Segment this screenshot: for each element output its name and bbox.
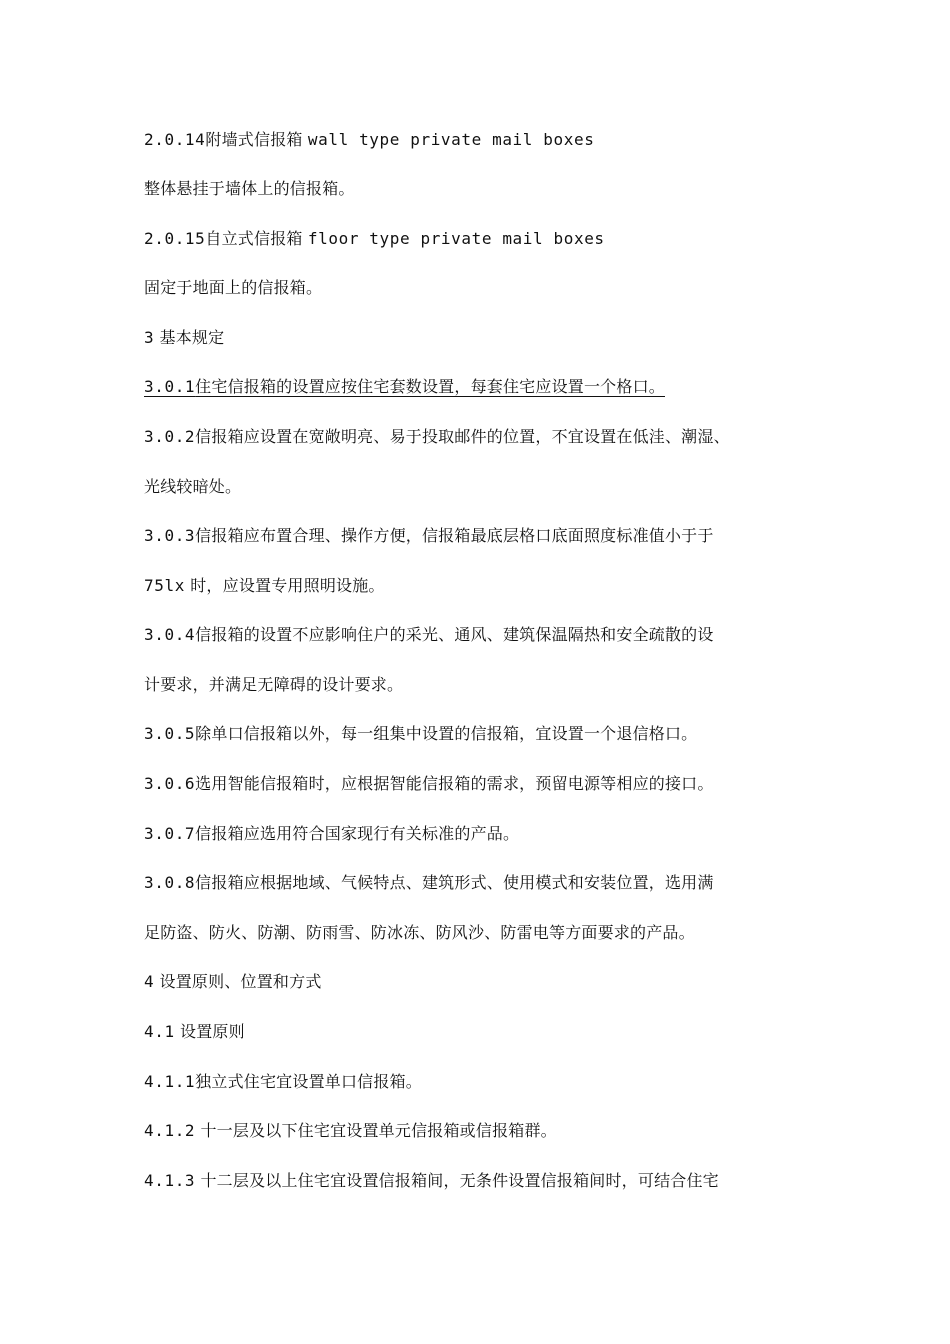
clause-4-1-3 — [144, 1170, 824, 1192]
clause-text: 信报箱的设置不应影响住户的采光、通风、建筑保温隔热和安全疏散的设 — [195, 625, 714, 644]
clause-3-0-6 — [144, 773, 824, 795]
clause-number: 3.0.3 — [144, 526, 196, 545]
clause-3-0-4-cont — [144, 674, 824, 696]
section-title: 设置原则 — [180, 1022, 245, 1041]
clause-text: 十二层及以上住宅宜设置信报箱间，无条件设置信报箱间时，可结合住宅 — [200, 1171, 719, 1190]
clause-number: 3.0.2 — [144, 427, 196, 446]
clause-number: 3.0.8 — [144, 873, 196, 892]
clause-2-0-14 — [144, 129, 824, 151]
clause-3-0-7 — [144, 823, 824, 845]
section-title: 设置原则、位置和方式 — [159, 972, 322, 991]
illuminance-value: 75lx — [144, 576, 185, 595]
section-number: 4.1 — [144, 1022, 175, 1041]
clause-text: 计要求，并满足无障碍的设计要求。 — [144, 675, 404, 694]
clause-3-0-1 — [144, 376, 824, 398]
section-3-heading — [144, 327, 824, 349]
term-zh: 自立式信报箱 — [205, 229, 303, 248]
clause-3-0-4 — [144, 624, 824, 646]
clause-text: 光线较暗处。 — [144, 477, 242, 496]
clause-3-0-2-cont — [144, 476, 824, 498]
term-zh: 附墙式信报箱 — [205, 130, 303, 149]
clause-text: 信报箱应布置合理、操作方便，信报箱最底层格口底面照度标准值小于于 — [195, 526, 714, 545]
clause-number: 3.0.7 — [144, 824, 196, 843]
clause-text: 住宅信报箱的设置应按住宅套数设置，每套住宅应设置一个格口。 — [195, 377, 665, 396]
section-number: 4 — [144, 972, 155, 991]
term-en: floor type private mail boxes — [307, 229, 605, 248]
clause-text: 十一层及以下住宅宜设置单元信报箱或信报箱群。 — [200, 1121, 557, 1140]
clause-number: 4.1.1 — [144, 1072, 196, 1091]
section-title: 基本规定 — [159, 328, 225, 347]
clause-3-0-3 — [144, 525, 824, 547]
section-number: 3 — [144, 328, 155, 347]
clause-2-0-15 — [144, 228, 824, 250]
term-en: wall type private mail boxes — [307, 130, 595, 149]
clause-text: 时，应设置专用照明设施。 — [190, 576, 385, 595]
clause-text: 独立式住宅宜设置单口信报箱。 — [195, 1072, 422, 1091]
clause-text: 信报箱应选用符合国家现行有关标准的产品。 — [195, 824, 520, 843]
clause-number: 3.0.1 — [144, 377, 196, 396]
clause-text: 选用智能信报箱时，应根据智能信报箱的需求，预留电源等相应的接口。 — [195, 774, 714, 793]
clause-text: 除单口信报箱以外，每一组集中设置的信报箱，宜设置一个退信格口。 — [195, 724, 698, 743]
clause-text: 足防盗、防火、防潮、防雨雪、防冰冻、防风沙、防雷电等方面要求的产品。 — [144, 923, 695, 942]
clause-number: 3.0.6 — [144, 774, 196, 793]
definition-2-0-15 — [144, 277, 824, 299]
clause-number: 4.1.2 — [144, 1121, 196, 1140]
clause-4-1-1 — [144, 1071, 824, 1093]
definition-text: 整体悬挂于墙体上的信报箱。 — [144, 179, 355, 198]
clause-3-0-5 — [144, 723, 824, 745]
clause-3-0-2 — [144, 426, 824, 448]
definition-text: 固定于地面上的信报箱。 — [144, 278, 323, 297]
clause-number: 2.0.14 — [144, 130, 206, 149]
clause-text: 信报箱应设置在宽敞明亮、易于投取邮件的位置，不宜设置在低洼、潮湿、 — [195, 427, 730, 446]
subsection-4-1-heading — [144, 1021, 824, 1043]
clause-3-0-8-cont — [144, 922, 824, 944]
clause-underlined — [144, 377, 665, 396]
clause-number: 2.0.15 — [144, 229, 206, 248]
clause-4-1-2 — [144, 1120, 824, 1142]
clause-3-0-3-cont — [144, 575, 824, 597]
clause-number: 3.0.4 — [144, 625, 196, 644]
clause-number: 3.0.5 — [144, 724, 196, 743]
section-4-heading — [144, 971, 824, 993]
clause-3-0-8 — [144, 872, 824, 894]
definition-2-0-14 — [144, 178, 824, 200]
clause-text: 信报箱应根据地域、气候特点、建筑形式、使用模式和安装位置，选用满 — [195, 873, 714, 892]
clause-number: 4.1.3 — [144, 1171, 196, 1190]
